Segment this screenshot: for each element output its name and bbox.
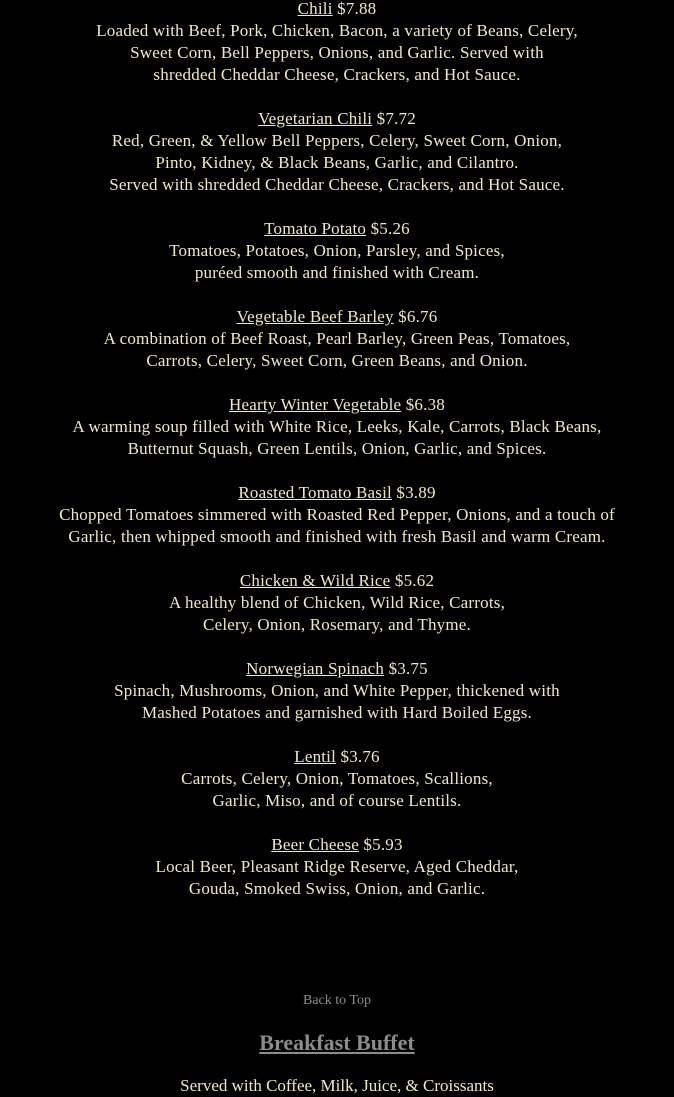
back-to-top-link[interactable]: Back to Top — [303, 993, 371, 1008]
menu-item-name-link[interactable]: Vegetable Beef Barley — [236, 307, 394, 326]
menu-item — [0, 746, 674, 812]
menu-item — [0, 218, 674, 284]
menu-item — [0, 570, 674, 636]
menu-item-name-link[interactable]: Beer Cheese — [271, 835, 359, 854]
menu-item-header — [0, 570, 674, 592]
menu-item-header — [0, 394, 674, 416]
menu-item-name-link[interactable]: Tomato Potato — [264, 219, 367, 238]
menu-item — [0, 834, 674, 900]
menu-item-price: $3.75 — [388, 659, 428, 678]
menu-item-price: $3.76 — [340, 747, 380, 766]
menu-item — [0, 108, 674, 196]
menu-item-name-link[interactable]: Roasted Tomato Basil — [238, 483, 392, 502]
menu-item-name-link[interactable]: Norwegian Spinach — [246, 659, 385, 678]
menu-item-header — [0, 0, 674, 20]
menu-item-price: $5.62 — [394, 571, 435, 590]
menu-item-header — [0, 746, 674, 768]
menu-item-description-line: Celery, Onion, Rosemary, and Thyme. — [203, 615, 471, 634]
menu-item-description-line: Garlic, Miso, and of course Lentils. — [212, 791, 462, 810]
menu-item — [0, 0, 674, 86]
menu-item-description-line: Sweet Corn, Bell Peppers, Onions, and Garlic. Served with — [130, 43, 544, 62]
breakfast-buffet-description: Served with Coffee, Milk, Juice, & Croissants — [180, 1076, 494, 1095]
menu-item-description-line: Carrots, Celery, Sweet Corn, Green Beans, and Onion. — [146, 351, 528, 370]
menu-item-description-line: Local Beer, Pleasant Ridge Reserve, Aged Cheddar, — [155, 857, 519, 876]
menu-item-description-line: Butternut Squash, Green Lentils, Onion, Garlic, and Spices. — [127, 439, 547, 458]
menu-item-price: $7.88 — [337, 0, 377, 18]
menu-item-description-line: Tomatoes, Potatoes, Onion, Parsley, and Spices, — [169, 241, 505, 260]
menu-item-description-line: A healthy blend of Chicken, Wild Rice, Carrots, — [168, 593, 506, 612]
menu-item-header — [0, 482, 674, 504]
menu-item — [0, 482, 674, 548]
menu-item-price: $6.38 — [405, 395, 445, 414]
menu-item-description-line: Carrots, Celery, Onion, Tomatoes, Scallions, — [181, 769, 493, 788]
menu-item-header — [0, 658, 674, 680]
menu-item-price: $7.72 — [376, 109, 416, 128]
menu-item-description-line: Chopped Tomatoes simmered with Roasted Red Pepper, Onions, and a touch of — [59, 505, 615, 524]
menu-item-description-line: A combination of Beef Roast, Pearl Barley, Green Peas, Tomatoes, — [103, 329, 571, 348]
menu-item-description-line: Loaded with Beef, Pork, Chicken, Bacon, a variety of Beans, Celery, — [96, 21, 578, 40]
menu-item-description-line: Mashed Potatoes and garnished with Hard Boiled Eggs. — [141, 703, 532, 722]
menu-item-description-line: Garlic, then whipped smooth and finished with fresh Basil and warm Cream. — [68, 527, 606, 546]
menu-item-description-line: Spinach, Mushrooms, Onion, and White Pepper, thickened with — [114, 681, 560, 700]
menu-item — [0, 306, 674, 372]
menu-item-name-link[interactable]: Chicken & Wild Rice — [239, 571, 391, 590]
breakfast-buffet-heading[interactable]: Breakfast Buffet — [259, 1030, 415, 1055]
menu-item-name-link[interactable]: Chili — [297, 0, 333, 18]
menu-item — [0, 394, 674, 460]
menu-item-description-line: Gouda, Smoked Swiss, Onion, and Garlic. — [188, 879, 486, 898]
menu-item-price: $5.93 — [363, 835, 403, 854]
menu-item-price: $6.76 — [398, 307, 438, 326]
menu-item-description-line: Served with shredded Cheddar Cheese, Crackers, and Hot Sauce. — [109, 175, 565, 194]
menu-item-description-line: puréed smooth and finished with Cream. — [194, 263, 480, 282]
menu-item-description-line: Red, Green, & Yellow Bell Peppers, Celery, Sweet Corn, Onion, — [111, 131, 563, 150]
menu-item-header — [0, 108, 674, 130]
menu-item-price: $5.26 — [370, 219, 410, 238]
menu-item-description-line: A warming soup filled with White Rice, Leeks, Kale, Carrots, Black Beans, — [72, 417, 602, 436]
menu-item-header — [0, 834, 674, 856]
menu-item-price: $3.89 — [396, 483, 436, 502]
menu-item-name-link[interactable]: Lentil — [294, 747, 337, 766]
menu-item-description-line: shredded Cheddar Cheese, Crackers, and Hot Sauce. — [153, 65, 521, 84]
menu-item-header — [0, 218, 674, 240]
menu-item-description-line: Pinto, Kidney, & Black Beans, Garlic, and Cilantro. — [155, 153, 519, 172]
menu-item — [0, 658, 674, 724]
menu-item-name-link[interactable]: Vegetarian Chili — [258, 109, 373, 128]
menu-item-header — [0, 306, 674, 328]
menu-item-name-link[interactable]: Hearty Winter Vegetable — [229, 395, 402, 414]
